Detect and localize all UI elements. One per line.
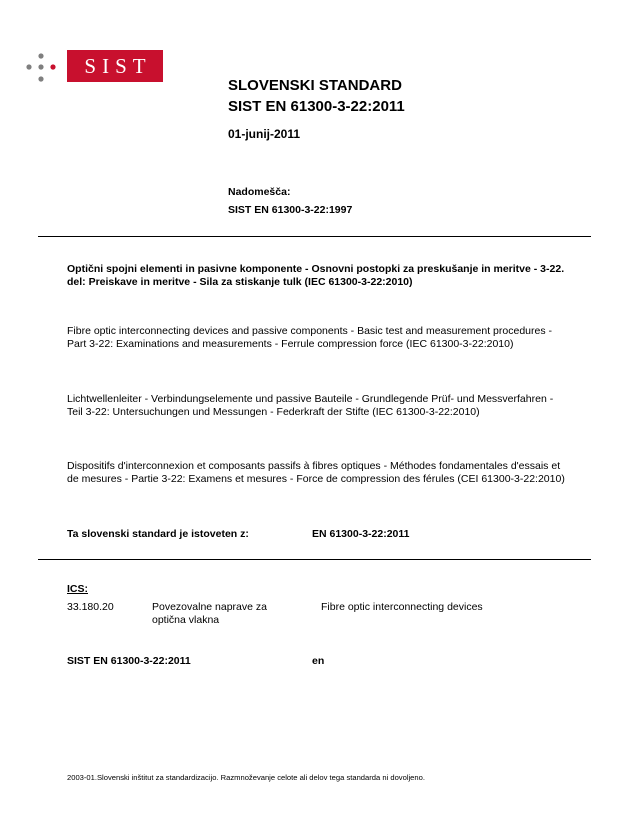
language-code: en bbox=[312, 655, 325, 667]
replaces-label: Nadomešča: bbox=[228, 186, 291, 198]
ics-heading: ICS: bbox=[67, 583, 88, 595]
divider-top bbox=[38, 236, 591, 237]
copyright-footer: 2003-01.Slovenski inštitut za standardizacijo. Razmnoževanje celote ali delov tega standarda ni dovoljeno. bbox=[67, 773, 425, 782]
title-german: Lichtwellenleiter - Verbindungselemente und passive Bauteile - Grundlegende Prüf- und Messverfahren - Teil 3-22: Untersuchungen und Messungen - Federkraft der Stifte (IEC 61300-3-22:2010) bbox=[67, 393, 554, 418]
identical-value: EN 61300-3-22:2011 bbox=[312, 528, 410, 540]
replaces-value: SIST EN 61300-3-22:1997 bbox=[228, 204, 353, 216]
identical-label: Ta slovenski standard je istoveten z: bbox=[67, 528, 249, 540]
sist-logo bbox=[67, 50, 163, 82]
publication-date: 01-junij-2011 bbox=[228, 127, 301, 141]
ics-description-english: Fibre optic interconnecting devices bbox=[321, 601, 483, 613]
document-type-title: SLOVENSKI STANDARD bbox=[228, 77, 402, 94]
title-english: Fibre optic interconnecting devices and passive components - Basic test and measurement procedures - Part 3-22: Examinations and measurements - Ferrule compression force (IEC 61300-3-22:2010) bbox=[67, 325, 552, 350]
standard-code: SIST EN 61300-3-22:2011 bbox=[228, 98, 405, 115]
title-french: Dispositifs d'interconnexion et composants passifs à fibres optiques - Méthodes fondamentales d'essais et de mesures - Partie 3-22: Examens et mesures - Force de compression des férules (CEI 61300-3-22:2010) bbox=[67, 460, 565, 485]
ics-description-slovenian: Povezovalne naprave za optična vlakna bbox=[152, 601, 267, 626]
dots-icon bbox=[26, 53, 56, 83]
logo-text: SIST bbox=[84, 53, 152, 78]
title-slovenian: Optični spojni elementi in pasivne komponente - Osnovni postopki za preskušanje in meritve - 3-22. del: Preiskave in meritve - Sila za stiskanje tulk (IEC 61300-3-22:2010) bbox=[67, 263, 565, 288]
bottom-standard-code: SIST EN 61300-3-22:2011 bbox=[67, 655, 191, 667]
ics-code: 33.180.20 bbox=[67, 601, 114, 613]
divider-bottom bbox=[38, 559, 591, 560]
